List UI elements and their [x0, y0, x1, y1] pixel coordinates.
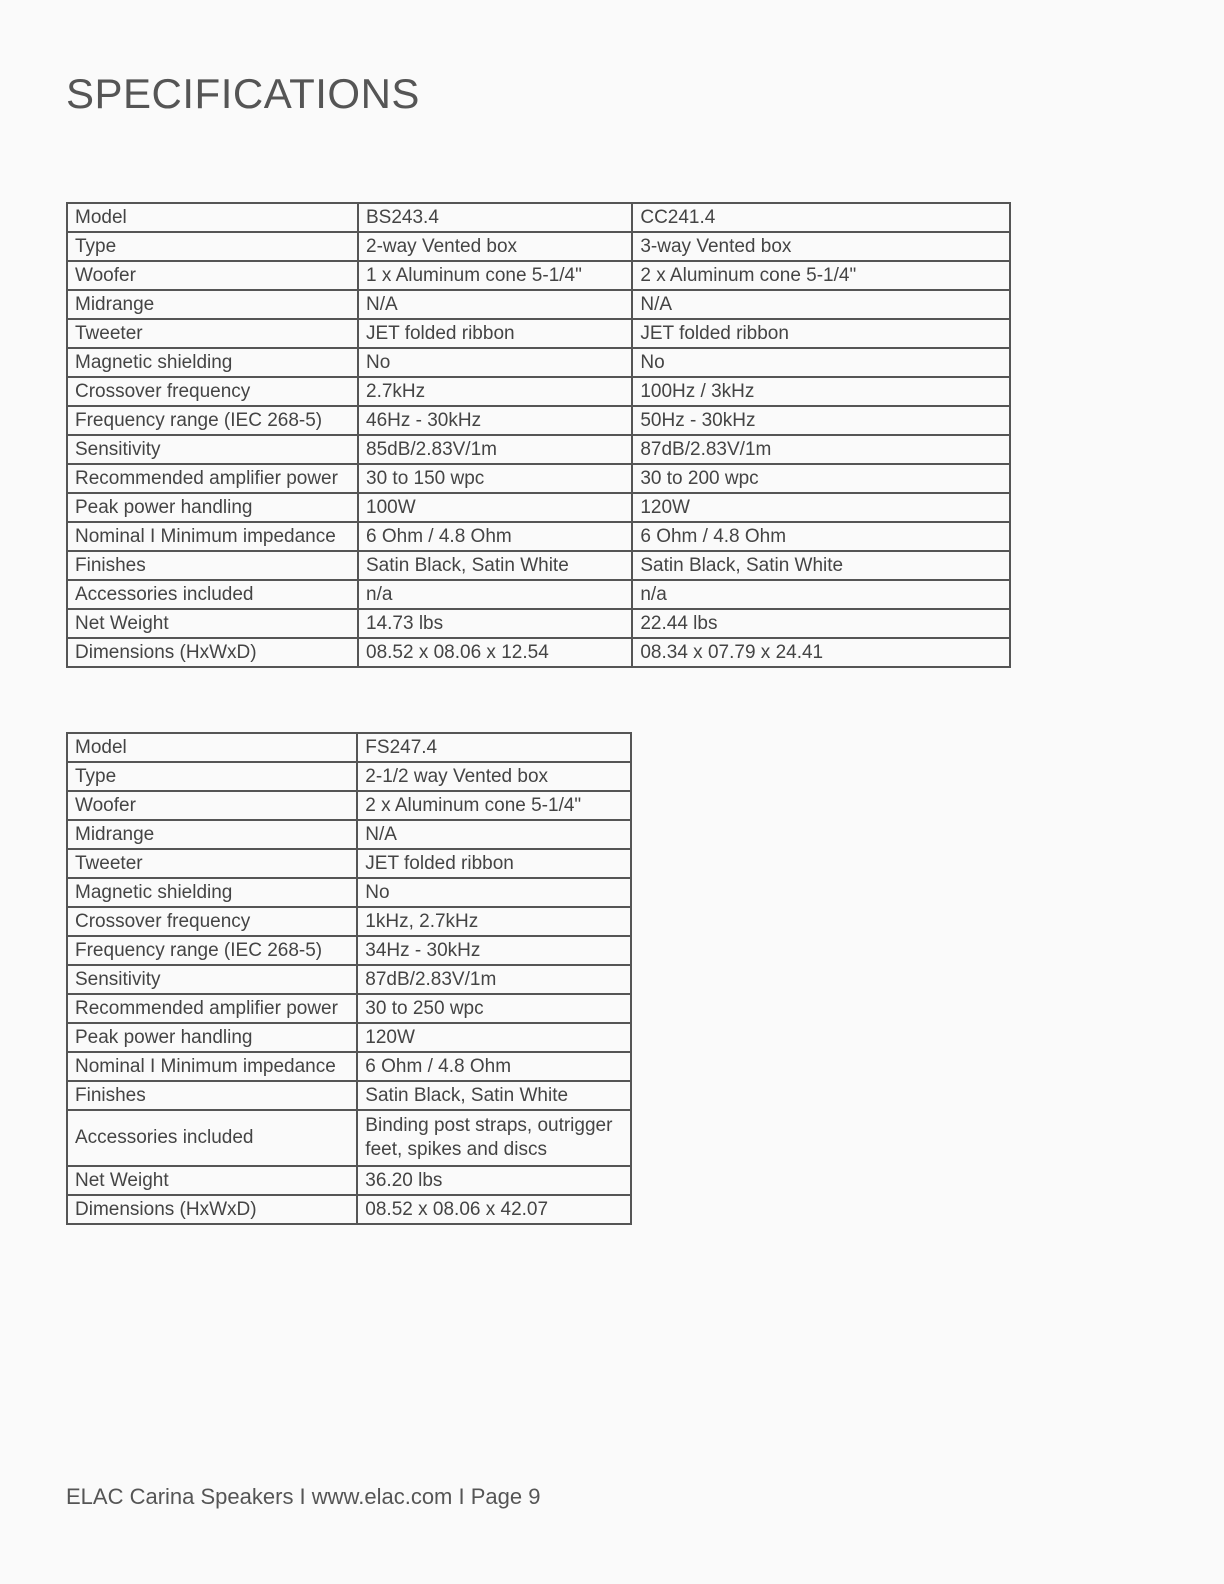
- spec-label-cell: Midrange: [67, 290, 358, 319]
- spec-value-cell: CC241.4: [632, 203, 1010, 232]
- table-row: [67, 994, 631, 1023]
- spec-label-cell: Type: [67, 232, 358, 261]
- spec-label-cell: Sensitivity: [67, 435, 358, 464]
- table-row: [67, 377, 1010, 406]
- spec-label-cell: Frequency range (IEC 268-5): [67, 406, 358, 435]
- spec-value-cell: 22.44 lbs: [632, 609, 1010, 638]
- spec-value-cell: n/a: [358, 580, 632, 609]
- spec-value-cell: 3-way Vented box: [632, 232, 1010, 261]
- spec-value-cell: 120W: [357, 1023, 631, 1052]
- spec-table-fs247: [66, 732, 632, 1225]
- spec-value-cell: 85dB/2.83V/1m: [358, 435, 632, 464]
- table-row: [67, 406, 1010, 435]
- spec-value-cell: 14.73 lbs: [358, 609, 632, 638]
- spec-label-cell: Nominal I Minimum impedance: [67, 1052, 357, 1081]
- spec-value-cell: 2.7kHz: [358, 377, 632, 406]
- spec-value-cell: BS243.4: [358, 203, 632, 232]
- table-row: [67, 261, 1010, 290]
- table-row: [67, 638, 1010, 667]
- spec-value-cell: JET folded ribbon: [632, 319, 1010, 348]
- table-row: [67, 791, 631, 820]
- spec-value-cell: 100W: [358, 493, 632, 522]
- table-row: [67, 609, 1010, 638]
- spec-value-cell: 46Hz - 30kHz: [358, 406, 632, 435]
- spec-value-cell: N/A: [357, 820, 631, 849]
- spec-label-cell: Accessories included: [67, 1110, 357, 1166]
- spec-label-cell: Tweeter: [67, 849, 357, 878]
- table-row: [67, 965, 631, 994]
- spec-label-cell: Magnetic shielding: [67, 348, 358, 377]
- spec-value-cell: 30 to 200 wpc: [632, 464, 1010, 493]
- spec-value-cell: n/a: [632, 580, 1010, 609]
- table-row: [67, 435, 1010, 464]
- spec-label-cell: Crossover frequency: [67, 377, 358, 406]
- spec-value-cell: Satin Black, Satin White: [358, 551, 632, 580]
- spec-value-cell: 08.34 x 07.79 x 24.41: [632, 638, 1010, 667]
- spec-value-cell: 120W: [632, 493, 1010, 522]
- spec-value-cell: No: [358, 348, 632, 377]
- spec-table-bs243-cc241: [66, 202, 1011, 668]
- table-row: [67, 878, 631, 907]
- spec-value-cell: 08.52 x 08.06 x 42.07: [357, 1195, 631, 1224]
- spec-label-cell: Midrange: [67, 820, 357, 849]
- spec-label-cell: Frequency range (IEC 268-5): [67, 936, 357, 965]
- spec-value-cell: N/A: [632, 290, 1010, 319]
- spec-label-cell: Recommended amplifier power: [67, 464, 358, 493]
- table-row: [67, 733, 631, 762]
- spec-value-cell: 6 Ohm / 4.8 Ohm: [357, 1052, 631, 1081]
- table-row: [67, 348, 1010, 377]
- page-footer: ELAC Carina Speakers I www.elac.com I Page 9: [66, 1484, 541, 1509]
- spec-label-cell: Net Weight: [67, 1166, 357, 1195]
- spec-label-cell: Recommended amplifier power: [67, 994, 357, 1023]
- table-row: [67, 849, 631, 878]
- spec-value-cell: 87dB/2.83V/1m: [632, 435, 1010, 464]
- table-row: [67, 820, 631, 849]
- spec-value-cell: 1kHz, 2.7kHz: [357, 907, 631, 936]
- spec-value-cell: 30 to 250 wpc: [357, 994, 631, 1023]
- spec-label-cell: Tweeter: [67, 319, 358, 348]
- table-row: [67, 907, 631, 936]
- spec-label-cell: Net Weight: [67, 609, 358, 638]
- spec-label-cell: Magnetic shielding: [67, 878, 357, 907]
- spec-value-cell: 1 x Aluminum cone 5-1/4": [358, 261, 632, 290]
- spec-label-cell: Finishes: [67, 551, 358, 580]
- page-title: SPECIFICATIONS: [66, 70, 420, 117]
- table-row: [67, 522, 1010, 551]
- spec-value-cell: 30 to 150 wpc: [358, 464, 632, 493]
- spec-label-cell: Model: [67, 203, 358, 232]
- spec-value-cell: 2 x Aluminum cone 5-1/4": [357, 791, 631, 820]
- spec-value-cell: 2-1/2 way Vented box: [357, 762, 631, 791]
- table-row: [67, 1166, 631, 1195]
- table-row: [67, 936, 631, 965]
- spec-label-cell: Model: [67, 733, 357, 762]
- spec-value-cell: 08.52 x 08.06 x 12.54: [358, 638, 632, 667]
- table-row: [67, 464, 1010, 493]
- spec-label-cell: Woofer: [67, 261, 358, 290]
- spec-value-cell: JET folded ribbon: [358, 319, 632, 348]
- spec-label-cell: Peak power handling: [67, 493, 358, 522]
- spec-label-cell: Dimensions (HxWxD): [67, 1195, 357, 1224]
- spec-label-cell: Dimensions (HxWxD): [67, 638, 358, 667]
- table-row: [67, 319, 1010, 348]
- table-row: [67, 1081, 631, 1110]
- spec-label-cell: Sensitivity: [67, 965, 357, 994]
- table-row: [67, 290, 1010, 319]
- spec-value-cell: 6 Ohm / 4.8 Ohm: [358, 522, 632, 551]
- table-row: [67, 762, 631, 791]
- spec-value-cell: Satin Black, Satin White: [632, 551, 1010, 580]
- spec-value-cell: 36.20 lbs: [357, 1166, 631, 1195]
- table-row: [67, 551, 1010, 580]
- spec-value-cell: Satin Black, Satin White: [357, 1081, 631, 1110]
- spec-value-cell: Binding post straps, outrigger feet, spikes and discs: [357, 1110, 631, 1166]
- table-row: [67, 1023, 631, 1052]
- table-row: [67, 493, 1010, 522]
- table-row: [67, 1052, 631, 1081]
- table-row: [67, 1195, 631, 1224]
- table-row: [67, 580, 1010, 609]
- spec-value-cell: N/A: [358, 290, 632, 319]
- spec-value-cell: 87dB/2.83V/1m: [357, 965, 631, 994]
- table-row: [67, 1110, 631, 1166]
- spec-label-cell: Type: [67, 762, 357, 791]
- spec-label-cell: Peak power handling: [67, 1023, 357, 1052]
- spec-label-cell: Finishes: [67, 1081, 357, 1110]
- spec-value-cell: No: [632, 348, 1010, 377]
- spec-value-cell: 100Hz / 3kHz: [632, 377, 1010, 406]
- spec-label-cell: Accessories included: [67, 580, 358, 609]
- spec-label-cell: Woofer: [67, 791, 357, 820]
- spec-label-cell: Crossover frequency: [67, 907, 357, 936]
- table-row: [67, 203, 1010, 232]
- table-row: [67, 232, 1010, 261]
- spec-value-cell: 6 Ohm / 4.8 Ohm: [632, 522, 1010, 551]
- spec-value-cell: 50Hz - 30kHz: [632, 406, 1010, 435]
- spec-value-cell: FS247.4: [357, 733, 631, 762]
- spec-label-cell: Nominal I Minimum impedance: [67, 522, 358, 551]
- spec-value-cell: No: [357, 878, 631, 907]
- spec-value-cell: 2-way Vented box: [358, 232, 632, 261]
- spec-value-cell: 2 x Aluminum cone 5-1/4": [632, 261, 1010, 290]
- spec-value-cell: JET folded ribbon: [357, 849, 631, 878]
- spec-value-cell: 34Hz - 30kHz: [357, 936, 631, 965]
